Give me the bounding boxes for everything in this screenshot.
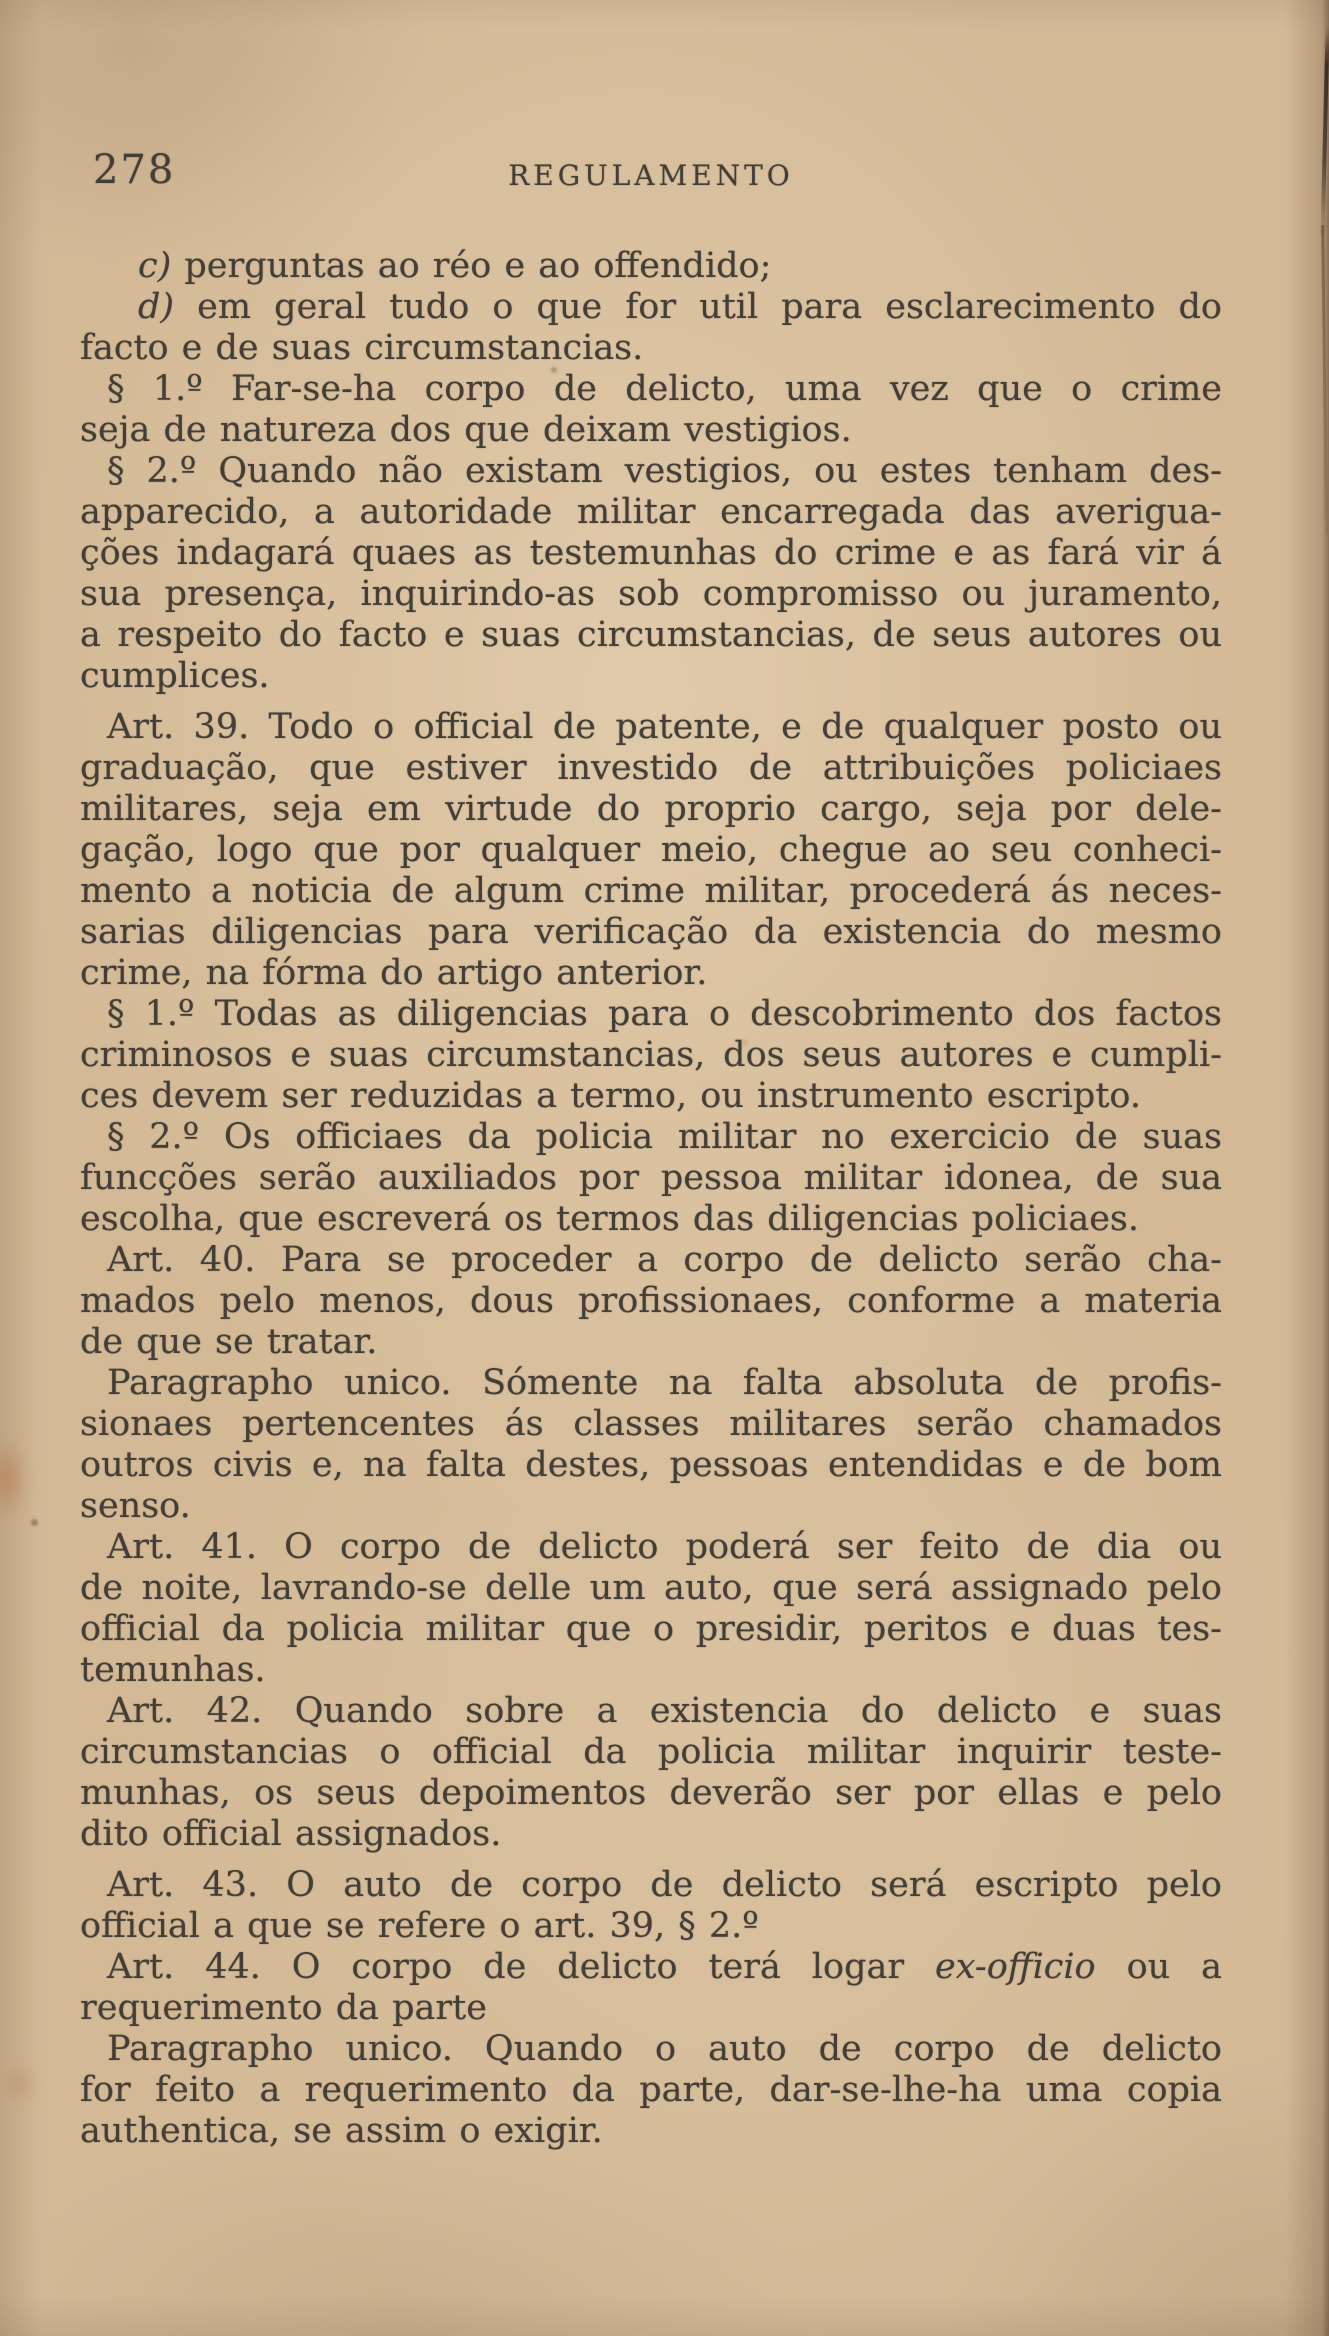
text-run: ções indagará quaes as testemunhas do crime e as fará vir á <box>80 533 1222 573</box>
page-text <box>80 246 1222 2152</box>
text-run: perguntas ao réo e ao offendido; <box>171 246 772 286</box>
text-line <box>80 328 1222 369</box>
text-run: outros civis e, na falta destes, pessoas entendidas e de bom <box>80 1445 1222 1485</box>
text-line <box>80 953 1222 994</box>
running-header: REGULAMENTO <box>508 159 794 192</box>
text-line <box>80 1906 1222 1947</box>
text-line <box>80 1691 1222 1732</box>
text-line <box>80 1527 1222 1568</box>
text-line <box>80 1035 1222 1076</box>
text-run: graduação, que estiver investido de attribuições policiaes <box>80 748 1222 788</box>
text-run: de noite, lavrando-se delle um auto, que será assignado pelo <box>80 1568 1222 1608</box>
text-run: authentica, se assim o exigir. <box>80 2111 603 2151</box>
text-line <box>80 2070 1222 2111</box>
text-run: militares, seja em virtude do proprio cargo, seja por dele- <box>80 789 1222 829</box>
text-line <box>80 2111 1222 2152</box>
text-line <box>80 1486 1222 1527</box>
text-run: Paragrapho unico. Sómente na falta absoluta de profis- <box>107 1363 1222 1403</box>
text-line <box>80 1404 1222 1445</box>
text-run: senso. <box>80 1486 191 1526</box>
text-run: seja de natureza dos que deixam vestigios. <box>80 410 852 450</box>
page-number: 278 <box>93 147 176 193</box>
italic-text-run: c) <box>138 246 172 286</box>
text-run: mados pelo menos, dous profissionaes, conforme a materia <box>80 1281 1222 1321</box>
text-line <box>80 1322 1222 1363</box>
text-run: mento a noticia de algum crime militar, procederá ás neces- <box>80 871 1222 911</box>
text-line <box>80 830 1222 871</box>
text-run: for feito a requerimento da parte, dar-se-lhe-ha uma copia <box>80 2070 1222 2110</box>
text-run: Art. 40. Para se proceder a corpo de delicto serão cha- <box>107 1240 1222 1280</box>
text-line <box>80 912 1222 953</box>
paper-speck <box>31 1519 38 1526</box>
text-run: facto e de suas circumstancias. <box>80 328 644 368</box>
text-line <box>80 1865 1222 1906</box>
text-line <box>80 574 1222 615</box>
text-line <box>80 451 1222 492</box>
text-run: requerimento da parte <box>80 1988 487 2028</box>
text-run: escolha, que escreverá os termos das diligencias policiaes. <box>80 1199 1140 1239</box>
scan-edge-line <box>1320 26 1329 241</box>
text-line <box>80 1650 1222 1691</box>
text-run: § 1.º Far-se-ha corpo de delicto, uma vez que o crime <box>107 369 1222 409</box>
text-line <box>80 1568 1222 1609</box>
text-line <box>80 1445 1222 1486</box>
text-line <box>80 1609 1222 1650</box>
text-run: em geral tudo o que for util para esclarecimento do <box>174 287 1222 327</box>
text-line <box>80 1988 1222 2029</box>
text-line <box>80 994 1222 1035</box>
text-run: temunhas. <box>80 1650 266 1690</box>
text-run: Paragrapho unico. Quando o auto de corpo de delicto <box>107 2029 1222 2069</box>
text-run: criminosos e suas circumstancias, dos seus autores e cumpli- <box>80 1035 1222 1075</box>
text-run: munhas, os seus depoimentos deverão ser por ellas e pelo <box>80 1773 1222 1813</box>
text-run: apparecido, a autoridade militar encarregada das averigua- <box>80 492 1222 532</box>
text-line <box>80 1240 1222 1281</box>
text-line <box>80 1076 1222 1117</box>
text-run: official a que se refere o art. 39, § 2.º <box>80 1906 759 1946</box>
text-run: gação, logo que por qualquer meio, chegue ao seu conheci- <box>80 830 1222 870</box>
text-line <box>80 1732 1222 1773</box>
text-line <box>80 410 1222 451</box>
text-line <box>80 1773 1222 1814</box>
text-run: ces devem ser reduzidas a termo, ou instrumento escripto. <box>80 1076 1141 1116</box>
text-line <box>80 246 1222 287</box>
text-run: Art. 41. O corpo de delicto poderá ser feito de dia ou <box>107 1527 1222 1567</box>
text-run: official da policia militar que o presidir, peritos e duas tes- <box>80 1609 1222 1649</box>
paper-stain <box>0 1436 30 1522</box>
text-line <box>80 492 1222 533</box>
scan-edge-shadow <box>1322 0 1329 2336</box>
text-line <box>80 2029 1222 2070</box>
text-line <box>80 615 1222 656</box>
text-run: Art. 42. Quando sobre a existencia do delicto e suas <box>107 1691 1222 1731</box>
text-run: cumplices. <box>80 656 270 696</box>
text-run: Art. 39. Todo o official de patente, e de qualquer posto ou <box>107 707 1222 747</box>
text-line <box>80 1947 1222 1988</box>
text-line <box>80 871 1222 912</box>
paper-stain <box>2 2062 38 2106</box>
text-line <box>80 287 1222 328</box>
text-run: de que se tratar. <box>80 1322 378 1362</box>
text-run: sionaes pertencentes ás classes militares serão chamados <box>80 1404 1222 1444</box>
text-line <box>80 748 1222 789</box>
text-run: § 2.º Os officiaes da policia militar no exercicio de suas <box>107 1117 1222 1157</box>
text-line <box>80 1814 1222 1855</box>
text-line <box>80 789 1222 830</box>
italic-text-run: d) <box>138 287 175 327</box>
text-run: sua presença, inquirindo-as sob compromisso ou juramento, <box>80 574 1222 614</box>
text-line <box>80 656 1222 697</box>
scan-edge-line-faint <box>1321 225 1328 535</box>
text-run: dito official assignados. <box>80 1814 502 1854</box>
text-line <box>80 1199 1222 1240</box>
text-line <box>80 707 1222 748</box>
text-run: sarias diligencias para verificação da existencia do mesmo <box>80 912 1222 952</box>
text-run: circumstancias o official da policia militar inquirir teste- <box>80 1732 1222 1772</box>
text-run: Art. 44. O corpo de delicto terá logar <box>107 1947 936 1987</box>
text-line <box>80 1117 1222 1158</box>
text-run: a respeito do facto e suas circumstancias, de seus autores ou <box>80 615 1222 655</box>
text-run: § 2.º Quando não existam vestigios, ou estes tenham des- <box>107 451 1222 491</box>
text-line <box>80 369 1222 410</box>
text-line <box>80 1158 1222 1199</box>
text-line <box>80 1363 1222 1404</box>
text-run: § 1.º Todas as diligencias para o descobrimento dos factos <box>107 994 1222 1034</box>
text-line <box>80 533 1222 574</box>
text-run: crime, na fórma do artigo anterior. <box>80 953 708 993</box>
text-run: funcções serão auxiliados por pessoa militar idonea, de sua <box>80 1158 1222 1198</box>
text-run: ou a <box>1095 1947 1222 1987</box>
text-line <box>80 1281 1222 1322</box>
text-run: Art. 43. O auto de corpo de delicto será escripto pelo <box>107 1865 1222 1905</box>
italic-text-run: ex-officio <box>935 1947 1096 1987</box>
